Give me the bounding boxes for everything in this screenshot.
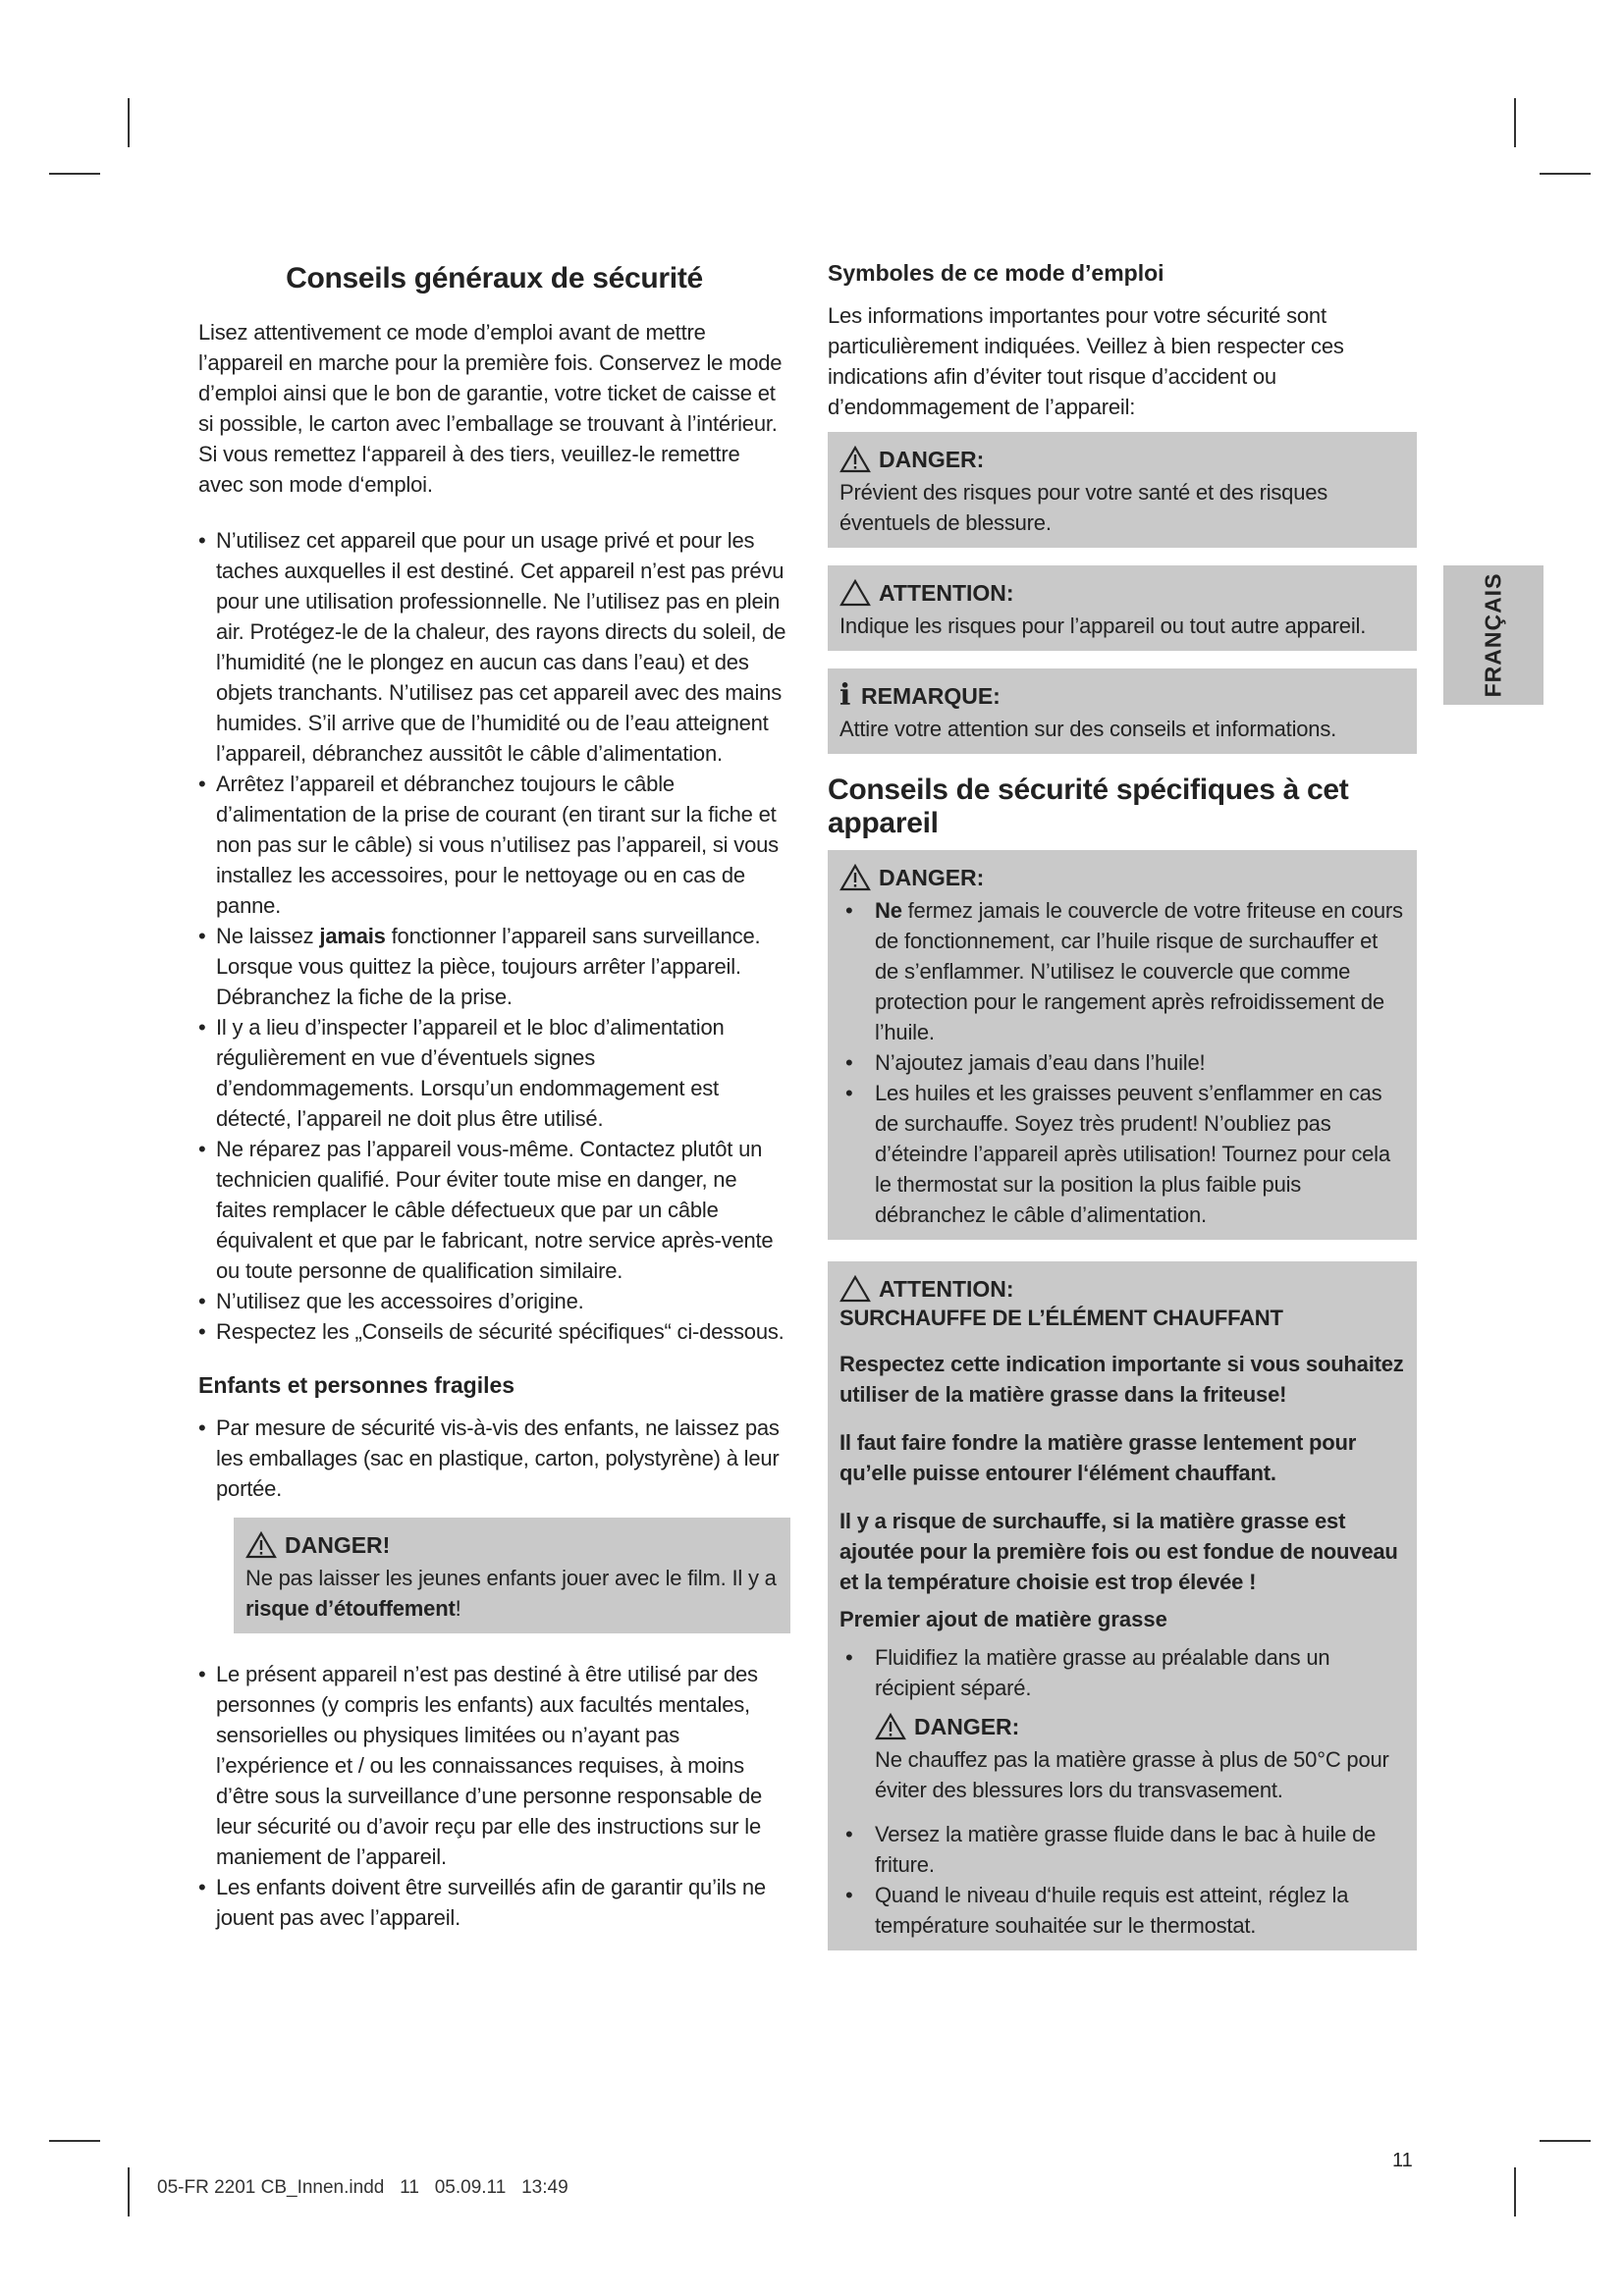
- remarque-header: [839, 678, 1405, 713]
- crop-mark: [49, 173, 100, 175]
- first-add-list: [839, 1642, 1405, 1703]
- list-item: • Versez la matière grasse fluide dans le bac à huile de friture.: [839, 1819, 1405, 1880]
- list-item: • Par mesure de sécurité vis-à-vis des enfants, ne laissez pas les emballages (sac en plastique, carton, polystyrène) à leur portée.: [198, 1413, 790, 1504]
- list-item: • Il y a lieu d’inspecter l’appareil et le bloc d’alimentation régulièrement en vue d’éventuels signes d’endommagements. Lorsqu’un endommagement est détecté, l’appareil ne doit plus être utilisé.: [198, 1012, 790, 1134]
- remarque-label: REMARQUE:: [861, 682, 1001, 709]
- warning-triangle-icon: [839, 864, 871, 891]
- warning-triangle-icon: [875, 1713, 906, 1740]
- specific-danger-box: [828, 850, 1417, 1240]
- warning-triangle-icon: [245, 1531, 277, 1559]
- right-column: [828, 250, 1417, 1968]
- remarque-symbol-box: [828, 668, 1417, 754]
- attention-header: [839, 1275, 1405, 1303]
- list-item: • Les enfants doivent être surveillés afin de garantir qu’ils ne jouent pas avec l’appareil.: [198, 1872, 790, 1933]
- danger-header: [245, 1531, 779, 1559]
- crop-mark: [128, 98, 130, 147]
- general-safety-title: Conseils généraux de sécurité: [286, 262, 703, 294]
- danger-text: Ne chauffez pas la matière grasse à plus de 50°C pour éviter des blessures lors du transvasement.: [875, 1747, 1389, 1802]
- attention-symbol-box: [828, 565, 1417, 651]
- danger-text: Prévient des risques pour votre santé et des risques éventuels de blessure.: [839, 480, 1328, 535]
- overheat-para-3: Il y a risque de surchauffe, si la matière grasse est ajoutée pour la première fois ou est fondue de nouveau et la température choisie est trop élevée !: [839, 1509, 1398, 1594]
- first-add-heading: Premier ajout de matière grasse: [839, 1607, 1167, 1631]
- attention-header: [839, 579, 1405, 607]
- danger-box-children: [234, 1518, 790, 1633]
- crop-mark: [1540, 173, 1591, 175]
- list-item: • N’utilisez que les accessoires d’origine.: [198, 1286, 790, 1316]
- children-list: [198, 1413, 790, 1504]
- children-heading: Enfants et personnes fragiles: [198, 1372, 515, 1398]
- danger-text: Ne pas laisser les jeunes enfants jouer avec le film. Il y a risque d’étouffement!: [245, 1566, 777, 1621]
- first-add-list-2: [839, 1819, 1405, 1941]
- children-list-2: [198, 1659, 790, 1933]
- danger-header: [839, 864, 1405, 891]
- page-number: 11: [1392, 2150, 1413, 2171]
- crop-mark: [1540, 2140, 1591, 2142]
- attention-triangle-icon: [839, 579, 871, 607]
- crop-mark: [49, 2140, 100, 2142]
- attention-label: ATTENTION:: [879, 579, 1014, 606]
- danger-label: DANGER:: [879, 446, 985, 472]
- inner-danger-notice: [875, 1713, 1405, 1805]
- list-item: • Fluidifiez la matière grasse au préalable dans un récipient séparé.: [839, 1642, 1405, 1703]
- symbols-heading: Symboles de ce mode d’emploi: [828, 260, 1164, 286]
- danger-label: DANGER!: [285, 1531, 391, 1558]
- danger-header: [839, 446, 1405, 473]
- list-item: • N’ajoutez jamais d’eau dans l’huile!: [839, 1047, 1405, 1078]
- list-item: • Ne fermez jamais le couvercle de votre friteuse en cours de fonctionnement, car l’huile risque de surchauffer et de s’enflammer. N’utilisez le couvercle que comme protection pour le rangement après refroidissement de l’huile.: [839, 895, 1405, 1047]
- specific-danger-list: [839, 895, 1405, 1230]
- overheat-subheading: SURCHAUFFE DE L’ÉLÉMENT CHAUFFANT: [839, 1306, 1283, 1330]
- crop-mark: [1514, 2167, 1516, 2216]
- info-icon: i: [839, 678, 851, 713]
- list-item: • Respectez les „Conseils de sécurité spécifiques“ ci-dessous.: [198, 1316, 790, 1347]
- overheat-para-2: Il faut faire fondre la matière grasse lentement pour qu’elle puisse entourer l‘élément chauffant.: [839, 1430, 1357, 1485]
- list-item: • Le présent appareil n’est pas destiné à être utilisé par des personnes (y compris les enfants) aux facultés mentales, sensorielles ou physiques limitées ou n’ayant pas l’expérience et / ou les connaissances requises, à moins d’être sous la surveillance d’une personne responsable de leur sécurité ou d’avoir reçu par elle des instructions sur le maniement de l’appareil.: [198, 1659, 790, 1872]
- crop-mark: [1514, 98, 1516, 147]
- list-item: • Ne laissez jamais fonctionner l’appareil sans surveillance. Lorsque vous quittez la pièce, toujours arrêter l’appareil. Débranchez la fiche de la prise.: [198, 921, 790, 1012]
- list-item: • Ne réparez pas l’appareil vous-même. Contactez plutôt un technicien qualifié. Pour éviter toute mise en danger, ne faites remplacer le câble défectueux que par un câble équivalent et que par le fabricant, notre service après-vente ou toute personne de qualification similaire.: [198, 1134, 790, 1286]
- danger-label: DANGER:: [879, 864, 985, 890]
- list-item: • Arrêtez l’appareil et débranchez toujours le câble d’alimentation de la prise de courant (en tirant sur la fiche et non pas sur le câble) si vous n’utilisez pas l’appareil, si vous installez les accessoires, pour le nettoyage ou en cas de panne.: [198, 769, 790, 921]
- general-safety-list: [198, 525, 790, 1347]
- specific-safety-title: Conseils de sécurité spécifiques à cet appareil: [828, 774, 1349, 839]
- list-item: • Les huiles et les graisses peuvent s’enflammer en cas de surchauffe. Soyez très prudent! N’oubliez pas d’éteindre l’appareil après utilisation! Tournez pour cela le thermostat sur la position la plus faible puis débranchez le câble d’alimentation.: [839, 1078, 1405, 1230]
- attention-label: ATTENTION:: [879, 1275, 1014, 1302]
- danger-header: [875, 1713, 1405, 1740]
- overheat-para-1: Respectez cette indication importante si vous souhaitez utiliser de la matière grasse dans la friteuse!: [839, 1352, 1404, 1407]
- list-item: • N’utilisez cet appareil que pour un usage privé et pour les taches auxquelles il est destiné. Cet appareil n’est pas prévu pour une utilisation professionnelle. Ne l’utilisez pas en plein air. Protégez-le de la chaleur, des rayons directs du soleil, de l’humidité (ne le plongez en aucun cas dans l’eau) et des objets tranchants. N’utilisez pas cet appareil avec des mains humides. S’il arrive que de l’humidité ou de l’eau atteignent l’appareil, débranchez aussitôt le câble d’alimentation.: [198, 525, 790, 769]
- language-tab: [1443, 565, 1543, 705]
- danger-label: DANGER:: [914, 1713, 1020, 1739]
- danger-symbol-box: [828, 432, 1417, 548]
- warning-triangle-icon: [839, 446, 871, 473]
- attention-text: Indique les risques pour l’appareil ou tout autre appareil.: [839, 614, 1367, 638]
- list-item: • Quand le niveau d‘huile requis est atteint, réglez la température souhaitée sur le thermostat.: [839, 1880, 1405, 1941]
- language-tab-label: FRANÇAIS: [1480, 572, 1506, 698]
- specific-attention-box: [828, 1261, 1417, 1950]
- crop-mark: [128, 2167, 130, 2216]
- print-footer: 05-FR 2201 CB_Innen.indd 11 05.09.11 13:49: [157, 2177, 568, 2198]
- intro-paragraph: Lisez attentivement ce mode d’emploi avant de mettre l’appareil en marche pour la première fois. Conservez le mode d’emploi ainsi que le bon de garantie, votre ticket de caisse et si possible, le carton avec l’emballage se trouvant à l’intérieur. Si vous remettez l‘appareil à des tiers, veuillez-le remettre avec son mode d‘emploi.: [198, 320, 783, 497]
- left-column: [198, 250, 790, 1958]
- symbols-intro: Les informations importantes pour votre sécurité sont particulièrement indiquées. Veillez à bien respecter ces indications afin d’éviter tout risque d’accident ou d’endommagement de l’appareil:: [828, 303, 1344, 419]
- attention-triangle-icon: [839, 1275, 871, 1303]
- remarque-text: Attire votre attention sur des conseils et informations.: [839, 717, 1337, 741]
